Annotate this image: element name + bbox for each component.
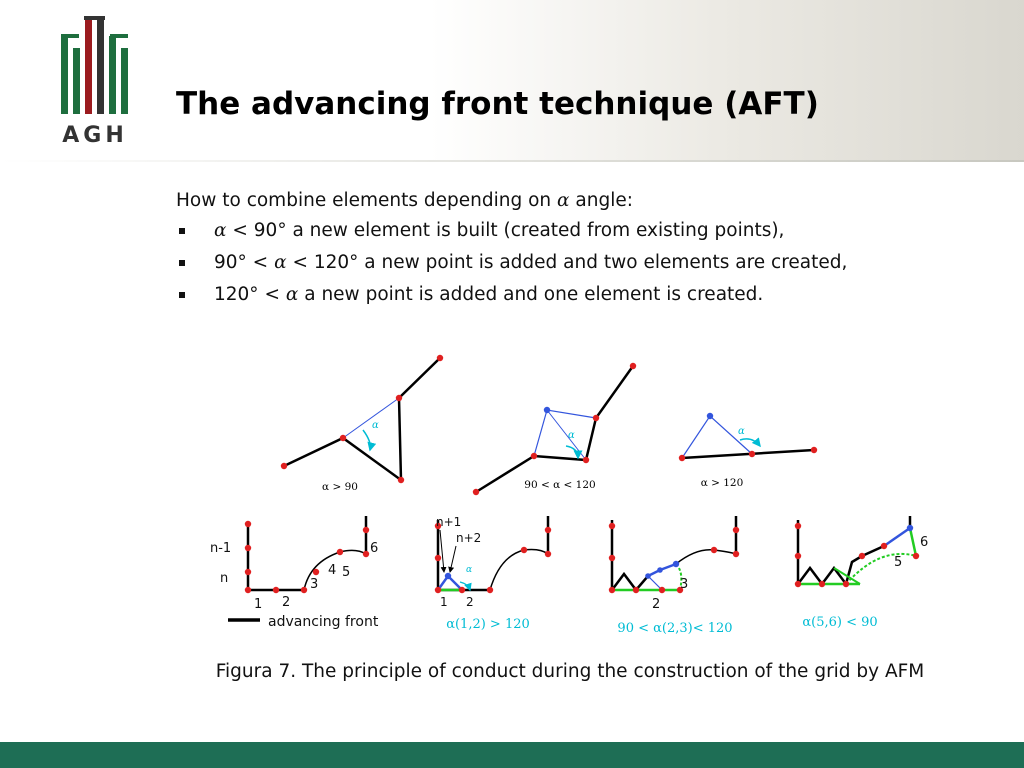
- figure-caption: Figura 7. The principle of conduct during the construction of the grid by AFM: [215, 661, 925, 682]
- node-label: 6: [920, 535, 929, 550]
- node-label: n+2: [456, 531, 482, 545]
- diagram-label: α > 90: [322, 481, 358, 493]
- node-label: 4: [328, 563, 337, 578]
- alpha-symbol: α: [557, 190, 570, 211]
- bullet-text-prefix: 90° <: [214, 252, 269, 273]
- agh-logo: [55, 14, 135, 146]
- alpha-symbol: α: [214, 220, 227, 241]
- node-label: 2: [466, 595, 474, 609]
- node-label: n+1: [436, 515, 462, 529]
- node-label: 1: [440, 595, 448, 609]
- panel-caption: α(5,6) < 90: [802, 615, 878, 630]
- panel-caption: α(1,2) > 120: [446, 617, 530, 632]
- logo-emblem: [61, 16, 128, 114]
- diagram-alpha-gt-120: [679, 413, 817, 489]
- aft-figure: [200, 350, 929, 642]
- node-label: 3: [680, 577, 689, 592]
- node-label: 2: [282, 595, 291, 610]
- alpha-mark: α: [372, 420, 379, 431]
- legend-label: advancing front: [268, 614, 379, 630]
- node-label: n-1: [210, 541, 232, 556]
- alpha-symbol: α: [285, 284, 299, 305]
- panel-alpha-lt-90: [795, 516, 928, 630]
- diagram-alpha-between: [473, 363, 636, 495]
- node-label: 5: [894, 555, 903, 570]
- alpha-symbol: α: [274, 252, 287, 273]
- logo-text: AGH: [62, 123, 128, 148]
- header-band: [0, 0, 1024, 162]
- node-label: 1: [254, 597, 263, 612]
- intro-text-end: angle:: [575, 190, 633, 211]
- alpha-mark: α: [568, 430, 575, 441]
- panel-initial-front: [210, 516, 379, 630]
- panel-caption: 90 < α(2,3)< 120: [617, 621, 733, 636]
- diagram-label: α > 120: [700, 477, 744, 489]
- node-label: 6: [370, 541, 379, 556]
- intro-text: How to combine elements depending on: [176, 190, 552, 211]
- page-title: The advancing front technique (AFT): [176, 86, 819, 122]
- bullet-item: [176, 217, 956, 244]
- panel-alpha-gt-120: [435, 515, 551, 632]
- intro-line: [176, 187, 956, 214]
- bullet-item: [176, 249, 956, 276]
- node-label: 2: [652, 597, 661, 612]
- square-bullet-icon: [179, 228, 185, 234]
- square-bullet-icon: [179, 292, 185, 298]
- bullet-text: < 120° a new point is added and two elements are created,: [292, 252, 848, 273]
- alpha-mark: α: [738, 426, 745, 437]
- bullet-text: a new point is added and one element is created.: [304, 284, 764, 305]
- panel-alpha-between: [609, 516, 739, 636]
- node-label: 3: [310, 577, 319, 592]
- diagram-alpha-gt-90: [281, 355, 443, 493]
- bullet-text: < 90° a new element is built (created from existing points),: [232, 220, 785, 241]
- node-label: 5: [342, 565, 351, 580]
- bullet-item: [176, 281, 956, 308]
- diagram-label: 90 < α < 120: [524, 479, 596, 491]
- square-bullet-icon: [179, 260, 185, 266]
- alpha-mark: α: [466, 565, 473, 575]
- bullet-list: [176, 217, 956, 308]
- bullet-text-prefix: 120° <: [214, 284, 280, 305]
- slide-content: [176, 187, 956, 313]
- node-label: n: [220, 571, 229, 586]
- footer-bar: [0, 742, 1024, 768]
